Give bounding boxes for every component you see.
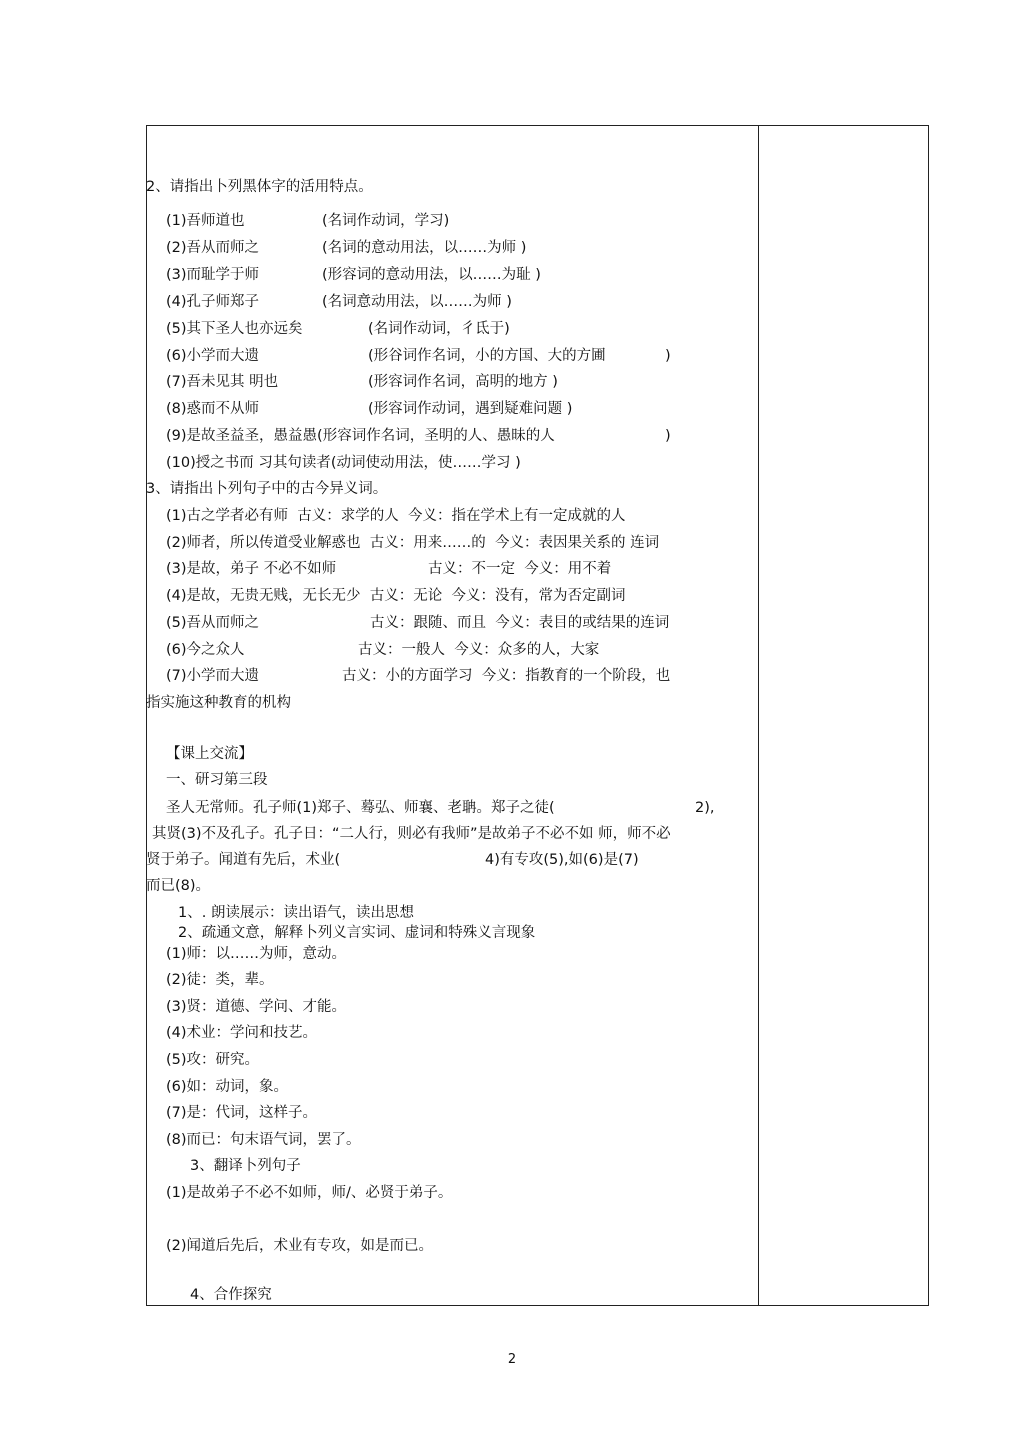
q2-item-7-source: (7)吾未见其 明也 [166,374,279,390]
q2-item-3-note: (形容词的意动用法，以……为耻 ) [322,267,541,283]
explanation-5: (5)攻：研究。 [166,1052,260,1068]
explanation-1: (1)师：以……为师，意动。 [166,946,347,962]
content-table-border [146,125,929,1306]
task-2: 2、疏通文意，解释卜列义言实词、虚词和特殊义言现象 [178,925,536,941]
q2-item-10: (10)授之书而 习其句读者(动词使动用法，使……学习 ) [166,455,521,471]
q3-item-6-source: (6)今之众人 [166,642,245,658]
q2-item-4-source: (4)孔子师郑子 [166,294,260,310]
task-3: 3、翻译卜列句子 [190,1158,301,1174]
q3-item-5-source: (5)吾从而师之 [166,615,260,631]
explanation-4: (4)术业：学问和技艺。 [166,1025,318,1041]
explanation-6: (6)如：动词，象。 [166,1079,289,1095]
explanation-7: (7)是：代词，这样子。 [166,1105,318,1121]
passage-line-3: 贤于弟子。闻道有先后，术业( [146,852,341,868]
q2-item-3-source: (3)而耻学于师 [166,267,260,283]
page-number: 2 [507,1352,517,1367]
q3-item-1: (1)古之学者必有师 古义：求学的人 今义：指在学术上有一定成就的人 [166,508,626,524]
explanation-3: (3)贤：道德、学问、才能。 [166,999,347,1015]
passage-line-1: 圣人无常师。孔子师(1)郑子、蓦弘、师襄、老聃。郑子之徒( [166,800,555,816]
q3-item-7-source: (7)小学而大遗 [166,668,260,684]
passage-line-1-end: 2), [695,800,715,816]
q2-item-5-note: (名词作动词，彳氐于) [368,321,510,337]
translation-sentence-1: (1)是故弟子不必不如师，师/、必贤于弟子。 [166,1185,453,1201]
q3-item-3-source: (3)是故，弟子 不必不如师 [166,561,337,577]
q2-item-1-source: (1)吾师道也 [166,213,245,229]
q2-item-4-note: (名词意动用法，以……为师 ) [322,294,512,310]
q2-item-9: (9)是故圣益圣，愚益愚(形容词作名词，圣明的人、愚昧的人 [166,428,555,444]
q3-item-7-note: 古义：小的方面学习 今义：指教育的一个阶段，也 [342,668,671,684]
explanation-2: (2)徒：类，辈。 [166,972,274,988]
q2-item-8-note: (形容词作动词，遇到疑难问题 ) [368,401,573,417]
q2-item-8-source: (8)惑而不从师 [166,401,260,417]
q2-item-7-note: (形容词作名词，高明的地方 ) [368,374,558,390]
task-1: 1、. 朗读展示：读出语气，读出思想 [178,905,414,921]
q2-item-6-close: ) [665,348,671,364]
table-column-divider [758,125,759,1306]
passage-line-2: 其贤(3)不及孔子。孔子日：“二人行，则必有我师”是故弟子不必不如 师，师不必 [152,826,671,842]
q2-item-6-note: (形谷词作名词，小的方国、大的方圃 [368,348,606,364]
q3-item-7-continuation: 指实施这种教育的机构 [146,695,291,711]
q2-item-9-close: ) [665,428,671,444]
q3-item-2: (2)师者，所以传道受业解惑也 古义：用来……的 今义：表因果关系的 连词 [166,535,660,551]
passage-line-3-end: 4)有专攻(5),如(6)是(7) [485,852,639,868]
q2-item-1-note: (名词作动词，学习) [322,213,450,229]
q2-item-2-note: (名词的意动用法，以……为师 ) [322,240,527,256]
q2-item-5-source: (5)其下圣人也亦远矣 [166,321,303,337]
q3-item-6-note: 古义：一般人 今义：众多的人，大家 [358,642,600,658]
question-3-title: 3、请指出卜列句子中的古今异义词。 [146,481,388,497]
question-2-title: 2、请指出卜列黑体字的活用特点。 [146,179,373,195]
q3-item-3-note: 古义：不一定 今义：用不着 [428,561,612,577]
q2-item-2-source: (2)吾从而师之 [166,240,260,256]
q2-item-6-source: (6)小学而大遗 [166,348,260,364]
section-1-heading: 一、研习第三段 [166,772,268,788]
translation-sentence-2: (2)闻道后先后，术业有专攻，如是而已。 [166,1238,434,1254]
explanation-8: (8)而已：句末语气词，罢了。 [166,1132,361,1148]
q3-item-5-note: 古义：跟随、而且 今义：表目的或结果的连词 [370,615,670,631]
q3-item-4: (4)是故，无贵无贱，无长无少 古义：无论 今义：没有，常为否定副词 [166,588,626,604]
task-4: 4、合作探究 [190,1287,272,1303]
passage-line-4: 而已(8)。 [146,878,211,894]
section-title-class-exchange: 【课上交流】 [166,746,253,762]
